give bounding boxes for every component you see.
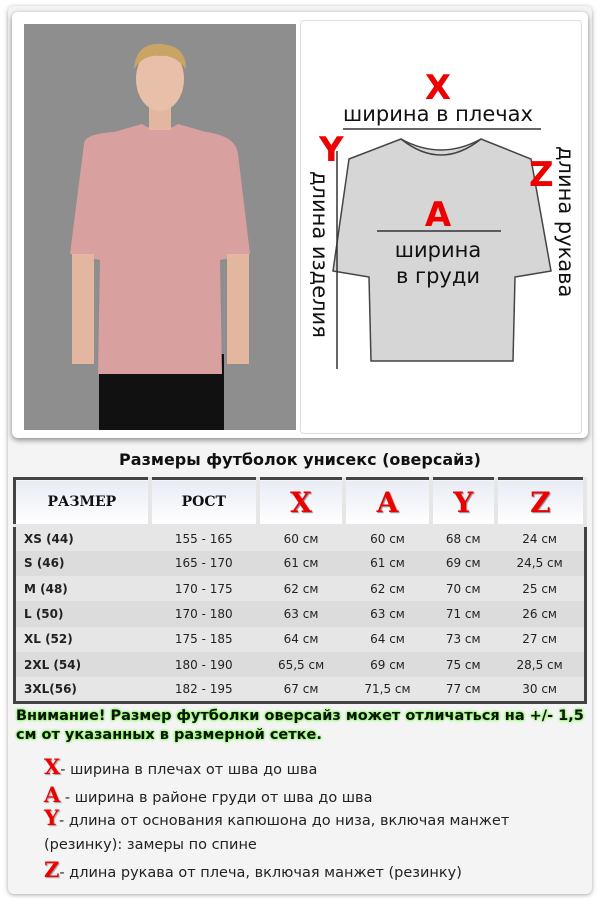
table-cell: 62 см xyxy=(283,581,319,596)
table-cell: 170 - 175 xyxy=(174,581,233,596)
column-header: Z xyxy=(496,479,585,526)
diagram-z-label: длина рукава xyxy=(554,146,578,298)
table-cell: 70 см xyxy=(445,581,481,596)
legend-letter: Y xyxy=(44,805,59,830)
legend-text: - ширина в плечах от шва до шва xyxy=(60,762,318,778)
table-cell: 71 см xyxy=(431,601,496,626)
column-header: РОСТ xyxy=(150,479,258,526)
table-row xyxy=(15,576,586,601)
table-cell: 180 - 190 xyxy=(150,652,258,677)
table-cell: 67 см xyxy=(283,682,319,697)
legend-letter: X xyxy=(44,754,61,779)
diagram-a-label: в груди xyxy=(395,264,481,288)
table-cell: 68 см xyxy=(445,531,481,546)
table-row xyxy=(15,652,586,677)
table-cell: 155 - 165 xyxy=(174,531,233,546)
table-row xyxy=(15,627,586,652)
legend-item xyxy=(44,806,544,857)
table-cell: 75 см xyxy=(431,652,496,677)
legend-text: - длина от основания капюшона до низа, включая манжет (резинку): замеры по спине xyxy=(44,813,510,853)
diagram-x-label: ширина в плечах xyxy=(343,102,533,126)
model-photo xyxy=(24,24,296,430)
table-cell: 175 - 185 xyxy=(174,632,233,647)
column-header: РАЗМЕР xyxy=(15,479,150,526)
table-cell: 61 см xyxy=(258,551,344,576)
table-cell: 27 см xyxy=(522,632,557,647)
table-row xyxy=(15,551,586,576)
legend-text: - ширина в районе груди от шва до шва xyxy=(60,790,373,806)
legend-item xyxy=(44,754,317,779)
column-header: Y xyxy=(431,479,496,526)
table-cell: 28,5 см xyxy=(496,652,585,677)
table-cell: 64 см xyxy=(283,632,319,647)
table-cell: XS (44) xyxy=(24,531,74,546)
legend-letter: A xyxy=(44,782,61,807)
table-cell: 63 см xyxy=(344,601,430,626)
table-cell: 165 - 170 xyxy=(150,551,258,576)
table-cell: 3XL(56) xyxy=(24,682,77,697)
table-cell: 61 см xyxy=(344,551,430,576)
table-cell: 69 см xyxy=(344,652,430,677)
size-table xyxy=(13,477,587,704)
table-cell: 24 см xyxy=(522,531,557,546)
table-cell: 182 - 195 xyxy=(174,682,233,697)
chart-title: Размеры футболок унисекс (оверсайз) xyxy=(119,450,481,469)
diagram-y-label: длина изделия xyxy=(308,171,332,338)
table-cell: 69 см xyxy=(431,551,496,576)
table-cell: 71,5 см xyxy=(364,682,411,697)
table-cell: 24,5 см xyxy=(496,551,585,576)
table-cell: 62 см xyxy=(370,581,405,596)
table-cell: 73 см xyxy=(445,632,481,647)
table-cell: 60 см xyxy=(283,531,319,546)
table-cell: 77 см xyxy=(445,682,481,697)
table-row xyxy=(15,677,586,702)
table-row xyxy=(15,526,586,551)
legend-item xyxy=(44,782,373,807)
table-cell: 26 см xyxy=(496,601,585,626)
diagram-x-letter: X xyxy=(424,68,452,108)
table-cell: 30 см xyxy=(522,682,557,697)
table-cell: L (50) xyxy=(15,601,150,626)
diagram-a-label: ширина xyxy=(394,238,482,262)
diagram-a-letter: A xyxy=(424,195,452,235)
column-header: X xyxy=(258,479,344,526)
legend-letter: Z xyxy=(44,857,60,882)
legend-text: - длина рукава от плеча, включая манжет (резинку) xyxy=(59,865,462,881)
diagram-y-letter: Y xyxy=(319,130,344,170)
table-cell: 60 см xyxy=(370,531,405,546)
table-cell: 64 см xyxy=(370,632,405,647)
table-cell: 2XL (54) xyxy=(15,652,150,677)
warning-note: Внимание! Размер футболки оверсайз может отличаться на +/- 1,5 см от указанных в размерной сетке. xyxy=(16,708,584,743)
table-cell: 170 - 180 xyxy=(150,601,258,626)
legend-item xyxy=(44,857,462,882)
table-cell: 25 см xyxy=(522,581,557,596)
column-header: A xyxy=(344,479,430,526)
diagram-z-letter: Z xyxy=(529,155,554,195)
table-cell: 65,5 см xyxy=(258,652,344,677)
measurement-diagram xyxy=(300,20,582,434)
table-row xyxy=(15,601,586,626)
table-cell: XL (52) xyxy=(24,632,73,647)
table-cell: 63 см xyxy=(258,601,344,626)
table-cell: M (48) xyxy=(24,581,68,596)
table-cell: S (46) xyxy=(15,551,150,576)
